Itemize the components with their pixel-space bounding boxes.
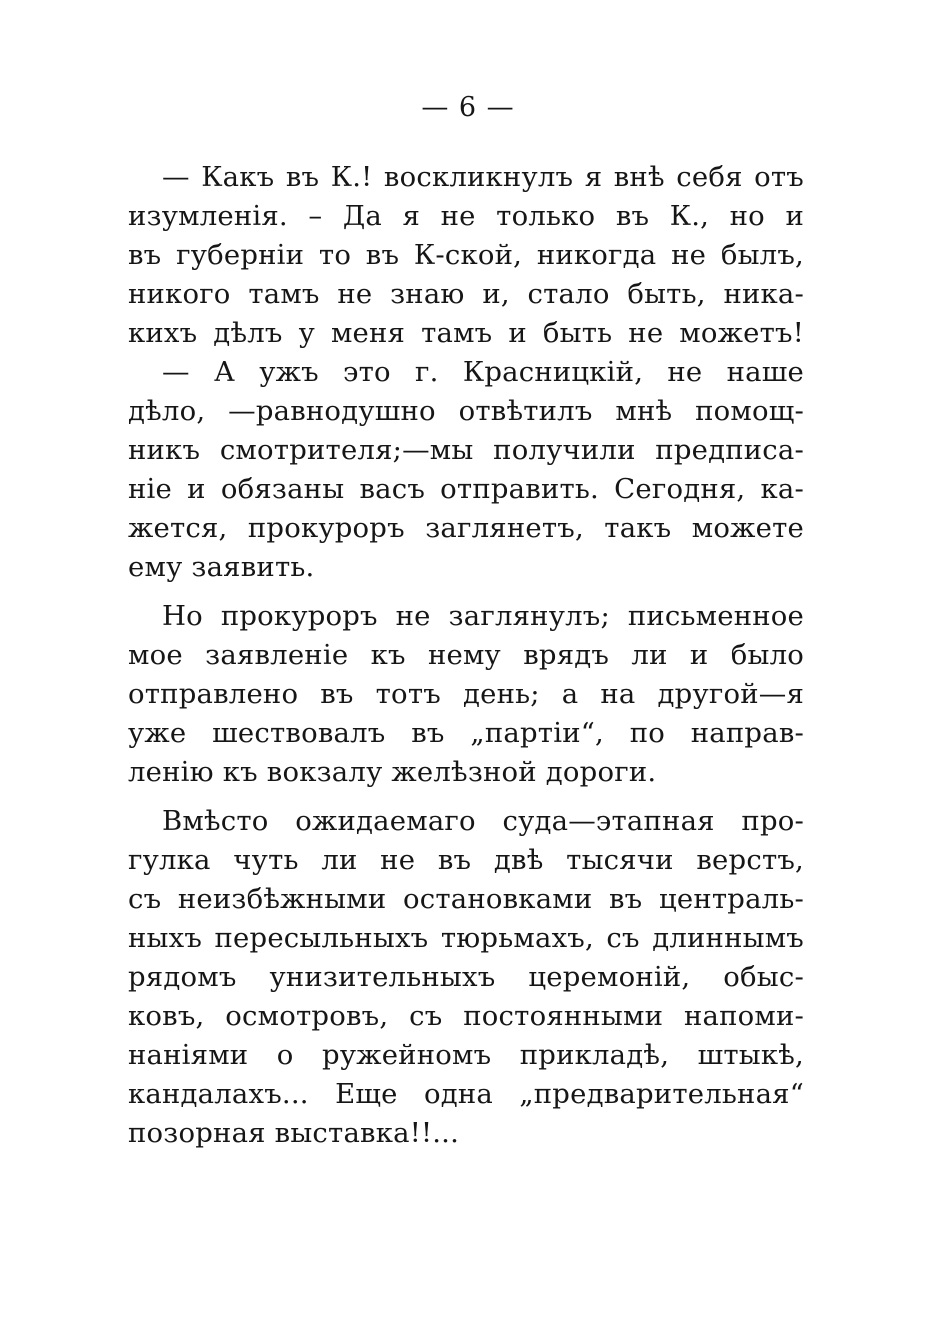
text-line: никого тамъ не знаю и, стало быть, никa- [128,278,804,310]
text-line: Вмѣсто ожидаемаго суда—этапная про- [162,805,804,837]
page-number: — 6 — [421,92,515,123]
text-line: кихъ дѣлъ у меня тамъ и быть не можетъ! [128,317,804,349]
text-line: — Какъ въ К.! воскликнулъ я внѣ себя отъ [162,161,804,193]
text-line: ленію къ вокзалу желѣзной дороги. [128,756,657,788]
text-line: кандалахъ... Еще одна „предварительная“ [128,1078,804,1110]
text-line: позорная выставка!!... [128,1117,460,1149]
text-line: съ неизбѣжными остановками въ централь- [128,883,804,915]
text-line: ныхъ пересыльныхъ тюрьмахъ, съ длиннымъ [128,922,804,954]
text-line: отправлено въ тотъ день; а на другой—я [128,678,804,710]
text-line: ковъ, осмотровъ, съ постоянными напоми- [128,1000,804,1032]
text-line: изумленія. – Да я не только въ К., но и [128,200,804,232]
text-line: жется, прокуроръ заглянетъ, такъ можете [128,512,804,544]
paragraph [128,158,804,353]
text-line: рядомъ унизительныхъ церемоній, обыс- [128,961,804,993]
text-line: гулка чуть ли не въ двѣ тысячи верстъ, [128,844,804,876]
paragraph-gap [128,587,804,597]
text-line: уже шествовалъ въ „партіи“, по направ- [128,717,804,749]
text-line: наніями о ружейномъ прикладѣ, штыкѣ, [128,1039,804,1071]
text-line: дѣло, —равнодушно отвѣтилъ мнѣ помощ- [128,395,804,427]
paragraph [128,802,804,1153]
paragraph [128,597,804,792]
text-line: мое заявленіе къ нему врядъ ли и было [128,639,804,671]
text-line: ему заявить. [128,551,315,583]
text-line: въ губерніи то въ К-ской, никогда не былъ, [128,239,804,271]
paragraph [128,353,804,587]
text-line: Но прокуроръ не заглянулъ; письменное [162,600,804,632]
paragraph-gap [128,792,804,802]
text-line: никъ смотрителя;—мы получили предписа- [128,434,804,466]
text-line: — А ужъ это г. Красницкій, не наше [162,356,804,388]
text-line: ніе и обязаны васъ отправить. Сегодня, ка- [128,473,804,505]
page-body [128,158,804,1153]
